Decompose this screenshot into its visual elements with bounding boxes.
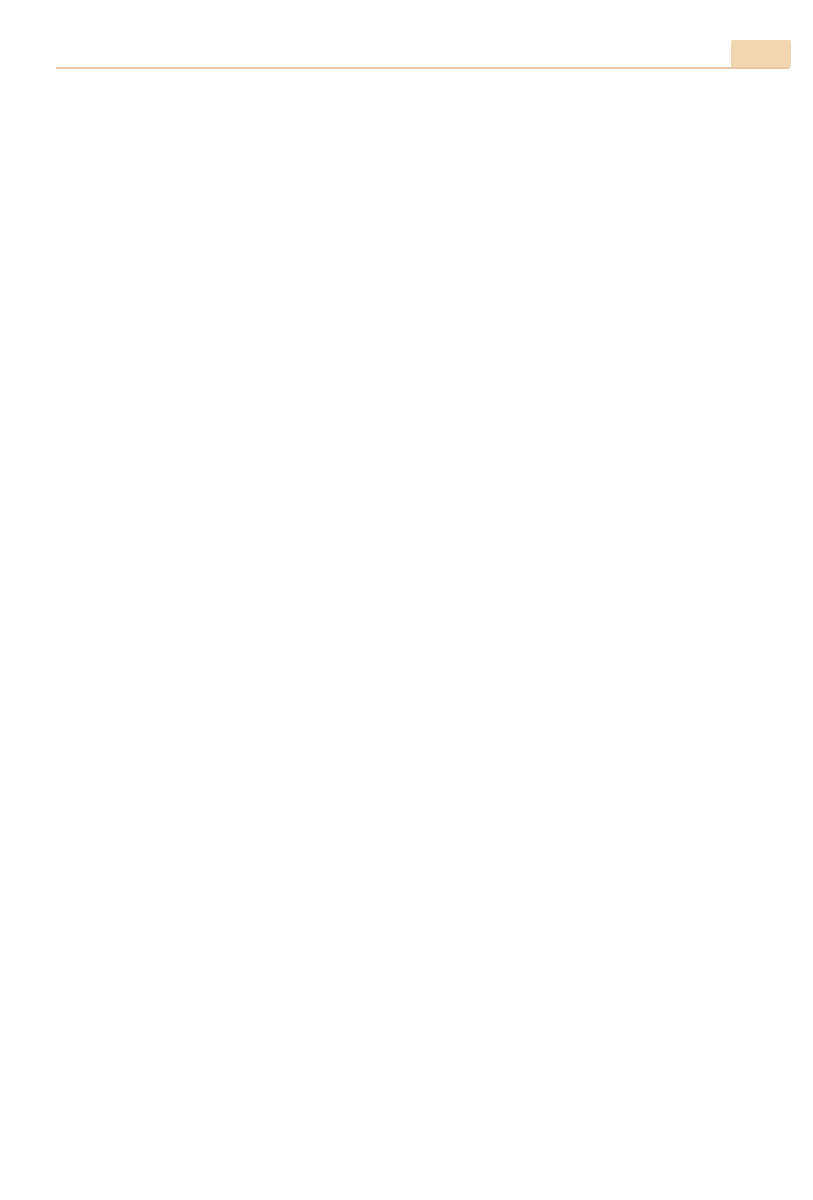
page-number xyxy=(731,40,791,68)
table-of-contents xyxy=(58,90,742,118)
header-rule xyxy=(56,67,789,69)
